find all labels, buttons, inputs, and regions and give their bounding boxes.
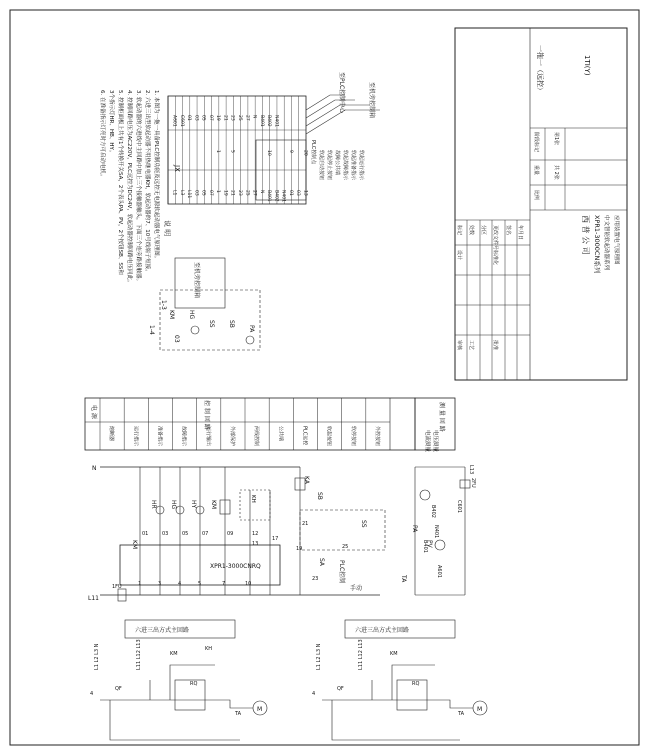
n401-label: N401: [433, 525, 439, 539]
motor-1-l11: L11 L12 L13: [136, 639, 142, 670]
ta-label: TA: [400, 575, 407, 583]
local-box-note: 至机旁控制箱: [368, 82, 375, 119]
remote-box: [148, 258, 260, 350]
b401-label: B401: [422, 540, 428, 553]
sa-label: SA: [318, 558, 325, 567]
terminal-left-5: 07: [207, 190, 213, 196]
terminal-left-17: 03: [295, 190, 301, 196]
sb-label: SB: [316, 492, 323, 500]
tb-change-doc: 更改文件号: [492, 225, 498, 251]
tb-sheet: 第1张: [553, 132, 559, 146]
function-item-10: 软停按钮: [349, 426, 356, 447]
terminal-left-8: 21: [229, 190, 235, 196]
control-label: 控 制 回 路: [203, 400, 210, 430]
terminal-mid-16: 9: [287, 150, 293, 153]
ammeter-icon: [420, 490, 430, 500]
remote-ss: SS: [208, 320, 215, 328]
terminal-right-3: 03: [193, 115, 199, 121]
tb-sheets: 共 2张: [553, 165, 559, 180]
note-line-3: 3. 软起动器的六进线中主回路中加上三个接触器触头，下面三个连旁路接触器。: [135, 90, 141, 284]
drawing-title: 一拖一（远控）: [536, 45, 544, 94]
plc-label-3: 故障公共端: [334, 150, 340, 176]
tb-design: 设计: [456, 250, 462, 261]
motor-2-top: L1 L2 L3 N: [316, 643, 322, 670]
terminal-left-13: B401: [266, 190, 272, 202]
c601-label: C601: [456, 500, 462, 514]
function-item-2: 准备指示: [156, 426, 163, 447]
function-item-9: 软起按钮: [325, 426, 332, 447]
tb-std: 标准化: [492, 250, 498, 266]
note-line-6: 3个指示灯HR、HB、HY。: [108, 90, 114, 156]
terminal-left-1: L3: [178, 190, 184, 196]
terminal-left-12: N: [258, 190, 264, 194]
controller-label: XPR1-3000CNRQ: [210, 563, 261, 570]
function-item-8: PLC远控: [301, 426, 308, 446]
lamp-hg-label: HG: [170, 500, 177, 510]
remote-pa: PA: [248, 325, 255, 333]
motor-1-km: KM: [170, 651, 178, 657]
motor-1-num: 4: [90, 691, 94, 697]
wire-12: 12: [252, 531, 259, 537]
wire-09: 09: [227, 531, 234, 537]
terminal-left-14: B402: [273, 190, 279, 202]
tb-zone: 分区: [480, 225, 486, 236]
note-line-1: 1. 本图为一拖一具备PLC控制功能及远控无电源软起动器电气原理图。: [153, 90, 159, 262]
ka-label: KA: [303, 476, 310, 484]
lamp-hr-label: HR: [150, 500, 157, 509]
motor-2-title: 六进三出方式主回路: [355, 627, 410, 634]
terminal-left-15: N401: [280, 190, 286, 202]
motor-circuit-2: [312, 620, 487, 740]
pv-label: PV: [426, 540, 433, 548]
lamp-hg-icon: [191, 326, 199, 334]
remote-line-l: 1-4: [148, 325, 155, 335]
jx-label: JX: [173, 165, 181, 172]
terminal-left-4: 05: [200, 190, 206, 196]
motor-1-ta: TA: [235, 711, 242, 717]
terminal-mid-6: 1: [215, 150, 221, 153]
motor-1-m: M: [257, 706, 263, 713]
wire-10: 10: [245, 581, 252, 587]
motor-2-m: M: [477, 706, 483, 713]
measure-label: 测 量 回 路: [438, 402, 445, 432]
terminal-left-10: 25: [244, 190, 250, 196]
l13-label: L13: [468, 465, 474, 475]
wire-19: 19: [296, 546, 303, 552]
motor-2-ta: TA: [458, 711, 465, 717]
wire-3: 3: [158, 581, 162, 587]
terminal-left-3: 03: [193, 190, 199, 196]
terminal-right-1: C601: [178, 115, 184, 127]
terminal-right-8: 23: [229, 115, 235, 121]
plc-label-4: 软起故障指示: [342, 150, 348, 181]
kh-label: KH: [250, 495, 256, 503]
terminal-right-4: 05: [200, 115, 206, 121]
drawing-no: 1TI(Y): [583, 55, 591, 76]
terminal-right-10: 27: [244, 115, 250, 121]
lamp-hy-label: HY: [190, 500, 197, 509]
a601-label: A601: [436, 565, 442, 578]
terminal-left-9: 23: [237, 190, 242, 196]
fuse-1fu-label: 1FU: [112, 584, 122, 590]
terminal-left-11: 27: [251, 190, 257, 196]
wire-7: 7: [222, 581, 226, 587]
measure-voltage: 电压测量: [432, 430, 438, 453]
rail-l11-label: L11: [88, 595, 99, 602]
motor-2-rq: RQ: [412, 681, 420, 687]
terminal-left-0: L1: [171, 190, 177, 196]
plc-label-6: 软起运行指示: [358, 150, 364, 181]
plc-remote-label: PLC控制: [338, 560, 345, 584]
motor-1-qf: QF: [115, 686, 122, 692]
terminal-right-0: A601: [171, 115, 177, 127]
wire-21: 21: [302, 521, 309, 527]
remote-hg: HG: [188, 310, 195, 320]
desc1-label: 中文智能软起动器系列: [603, 215, 609, 271]
terminal-mid-13: 10: [266, 150, 272, 156]
wire-17: 17: [272, 536, 279, 542]
wire-13: 13: [252, 541, 259, 547]
motor-1-rq: RQ: [190, 681, 198, 687]
function-table: [85, 398, 455, 453]
wire-01: 01: [142, 531, 149, 537]
plc-label-1: 软起启动按钮: [318, 150, 324, 181]
wire-03: 03: [162, 531, 169, 537]
remote-box-label: 至机旁控制箱: [193, 262, 200, 299]
terminal-right-12: B401: [258, 115, 264, 127]
tb-review: 审核: [456, 340, 462, 351]
desc2-label: 应用装置电气原理图: [613, 215, 619, 265]
wire-4: 4: [178, 581, 182, 587]
tb-scale: 比例: [533, 190, 539, 201]
motor-2-num: 4: [312, 691, 316, 697]
function-item-1: 运行指示: [132, 426, 139, 447]
terminal-right-6: 19: [215, 115, 221, 121]
remote-line-r: 1-3: [160, 300, 167, 310]
km-contact-label: KM: [131, 540, 138, 550]
function-item-4: 运行输出: [204, 426, 211, 447]
remote-03: 03: [173, 335, 180, 343]
control-circuit: [88, 465, 385, 602]
pa-label: PA: [411, 525, 418, 533]
note-line-5: 5. 控制柜面板上共有1个转换开关SA，2个表头PA、PV，2个按钮SB、SS和: [117, 90, 123, 275]
power-label: 电 源: [90, 405, 97, 419]
tb-approve: 批准: [492, 340, 498, 351]
km-coil-label: KM: [210, 500, 217, 510]
remote-sb: SB: [228, 320, 235, 328]
terminal-right-5: 07: [207, 115, 213, 121]
measure-current: 电流测量: [424, 430, 430, 453]
terminal-rows: [168, 96, 308, 204]
plc-center-note: 至PLC控制中心: [338, 72, 345, 114]
terminal-left-7: 19: [222, 190, 228, 196]
ss-label: SS: [360, 520, 367, 528]
b402-label: B402: [430, 505, 436, 518]
tb-stage: 阶段标记: [533, 132, 539, 153]
tb-weight: 重量: [533, 165, 539, 176]
remote-km: KM: [168, 310, 175, 320]
wire-25: 25: [342, 544, 349, 550]
function-item-3: 故障指示: [180, 426, 187, 447]
motor-circuit-1: [90, 620, 267, 740]
terminal-left-18: 13: [302, 190, 308, 196]
tb-date: 年月日: [517, 225, 523, 241]
notes-title: 说 明: [163, 220, 171, 237]
terminal-right-14: N401: [273, 115, 279, 127]
note-line-2: 2. 六进三出型软起动器不用热继电器KH，软起动器的7、10号线端子短接。: [144, 90, 150, 275]
notes-block: [99, 90, 172, 285]
fu2-label: 2FU: [470, 478, 476, 488]
plc-labels: [310, 140, 365, 181]
model-label: XPR1-3000CN系列: [593, 215, 601, 274]
function-item-0: 熔断器: [108, 426, 115, 442]
wire-23: 23: [312, 576, 319, 582]
function-item-5: 外部保护: [228, 426, 235, 447]
tb-process: 工艺: [468, 340, 474, 351]
function-item-6: 两线控制: [253, 426, 260, 447]
function-item-11: 外控按钮: [373, 426, 380, 447]
wire-05: 05: [182, 531, 189, 537]
terminal-left-16: 01: [287, 190, 293, 196]
note-line-7: 6. 在准备指示灯亮时方可启动电机。: [99, 90, 105, 180]
motor-1-top: L1 L2 L3 N: [94, 643, 100, 670]
terminal-block: [168, 72, 380, 204]
tb-count: 处数: [468, 225, 474, 236]
motor-2-qf: QF: [337, 686, 344, 692]
function-columns: [100, 398, 381, 450]
plc-label-2: 软起停止按钮: [326, 150, 332, 181]
motor-2-l11: L11 L12 L13: [358, 639, 364, 670]
terminal-mid-8: 5: [229, 150, 235, 153]
title-block: [455, 28, 627, 380]
terminal-right-11: N: [251, 115, 257, 119]
motor-1-title: 六进三出方式主回路: [135, 627, 190, 634]
terminal-left-2: L11: [186, 190, 192, 199]
rail-n-label: N: [92, 465, 97, 472]
wire-1: 1: [138, 581, 142, 587]
wire-07: 07: [202, 531, 209, 537]
plc-label-0: PLC控制点: [310, 140, 316, 165]
tb-mark: 标记: [456, 225, 462, 236]
function-item-7: 公共端: [277, 426, 284, 442]
terminal-right-9: 25: [237, 115, 242, 121]
company-label: 西 普 公 司: [581, 215, 590, 255]
plc-label-5: 软起准备指示: [350, 150, 356, 181]
terminal-left-6: 1: [215, 190, 221, 193]
motor-2-km: KM: [390, 651, 398, 657]
wire-5: 5: [198, 581, 202, 587]
measure-circuit: [400, 465, 476, 595]
manual-label: 手动: [350, 585, 363, 592]
note-line-4: 4. 控制回路电压为AC220V，PLC远控为DC24V，软起动器控制回路电压同此。: [126, 90, 132, 286]
terminal-right-7: 21: [222, 115, 228, 121]
motor-1-kh: KH: [205, 646, 213, 652]
voltmeter-icon: [435, 540, 445, 550]
terminal-right-2: 01: [186, 115, 192, 121]
tb-sign: 签名: [505, 225, 511, 236]
terminal-right-13: B402: [266, 115, 272, 127]
ammeter-pa-icon: [246, 336, 254, 344]
terminal-mid-18: 20: [302, 150, 308, 156]
